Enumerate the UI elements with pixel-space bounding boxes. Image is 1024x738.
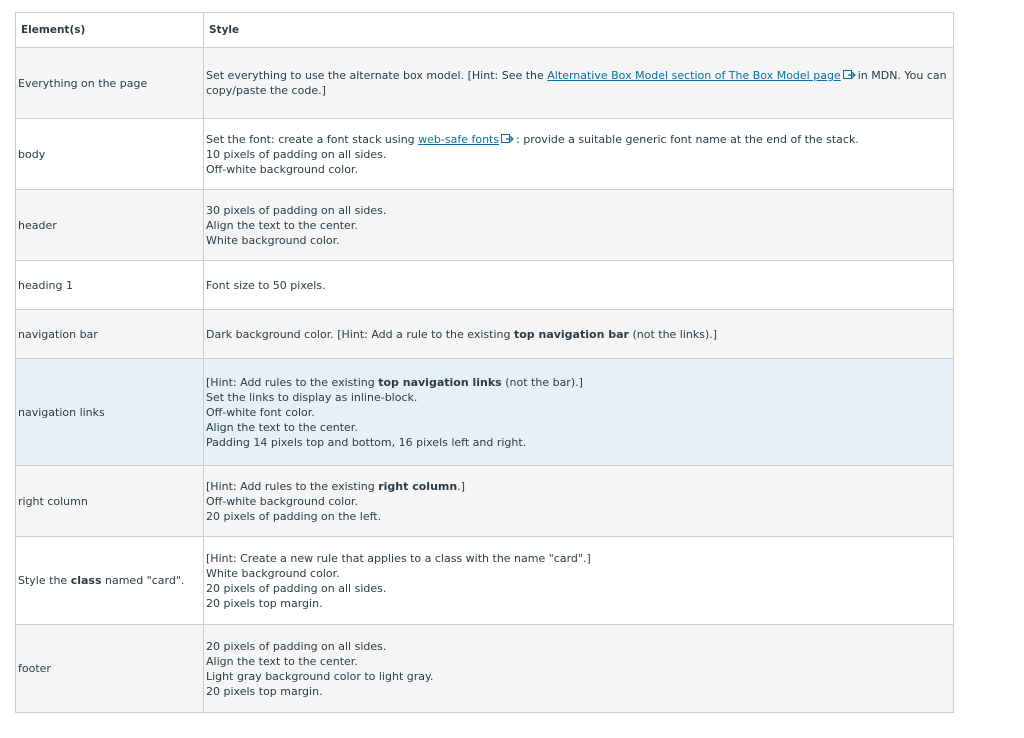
style-bold-text: right column bbox=[378, 479, 458, 493]
element-cell: footer bbox=[16, 625, 204, 713]
style-cell bbox=[204, 537, 954, 625]
external-link-icon[interactable] bbox=[843, 69, 856, 80]
style-line: Off-white background color. bbox=[206, 494, 358, 508]
table-row bbox=[16, 190, 954, 261]
css-rules-table bbox=[15, 12, 954, 713]
style-line bbox=[206, 375, 948, 390]
style-line: 20 pixels of padding on all sides. bbox=[206, 639, 387, 653]
element-cell: header bbox=[16, 190, 204, 261]
style-text: Set everything to use the alternate box model. [Hint: See the bbox=[206, 69, 548, 82]
style-cell bbox=[204, 310, 954, 359]
style-line: White background color. bbox=[206, 233, 340, 247]
style-line: Padding 14 pixels top and bottom, 16 pixels left and right. bbox=[206, 435, 527, 449]
style-text: in MDN. You can bbox=[857, 69, 947, 82]
table-header-row bbox=[16, 13, 954, 48]
style-line: Set the links to display as inline-block. bbox=[206, 390, 418, 404]
web-safe-fonts-link[interactable]: web-safe fonts bbox=[418, 132, 500, 146]
table-row bbox=[16, 310, 954, 359]
style-cell bbox=[204, 119, 954, 190]
style-line bbox=[206, 479, 948, 494]
style-text: [Hint: Add rules to the existing bbox=[206, 375, 379, 389]
table-row bbox=[16, 48, 954, 119]
element-text: named "card". bbox=[101, 574, 185, 587]
style-line: 20 pixels of padding on all sides. bbox=[206, 581, 387, 595]
box-model-link[interactable]: Alternative Box Model section of The Box Model page bbox=[547, 69, 841, 82]
style-text: : provide a suitable generic font name at the end of the stack. bbox=[516, 132, 859, 146]
style-line: 30 pixels of padding on all sides. bbox=[206, 203, 387, 217]
table-row bbox=[16, 261, 954, 310]
style-line: 20 pixels top margin. bbox=[206, 684, 323, 698]
element-cell: body bbox=[16, 119, 204, 190]
style-bold-text: top navigation links bbox=[378, 375, 502, 389]
header-style: Style bbox=[204, 13, 954, 48]
element-cell: navigation links bbox=[16, 359, 204, 466]
element-bold-text: class bbox=[70, 574, 102, 587]
external-link-icon[interactable] bbox=[501, 133, 514, 144]
style-line bbox=[206, 68, 948, 83]
style-cell bbox=[204, 48, 954, 119]
style-line: 10 pixels of padding on all sides. bbox=[206, 147, 387, 161]
style-line: Align the text to the center. bbox=[206, 654, 358, 668]
style-line: 20 pixels of padding on the left. bbox=[206, 509, 382, 523]
element-cell bbox=[16, 537, 204, 625]
table-row bbox=[16, 537, 954, 625]
style-cell bbox=[204, 261, 954, 310]
style-cell bbox=[204, 466, 954, 537]
style-line: Off-white font color. bbox=[206, 405, 315, 419]
style-line: Off-white background color. bbox=[206, 162, 358, 176]
element-cell: navigation bar bbox=[16, 310, 204, 359]
header-elements: Element(s) bbox=[16, 13, 204, 48]
style-line: 20 pixels top margin. bbox=[206, 596, 323, 610]
style-cell bbox=[204, 359, 954, 466]
table-row bbox=[16, 625, 954, 713]
element-cell: right column bbox=[16, 466, 204, 537]
style-line: [Hint: Create a new rule that applies to a class with the name "card".] bbox=[206, 551, 591, 565]
table-row bbox=[16, 359, 954, 466]
style-text: [Hint: Add rules to the existing bbox=[206, 479, 379, 493]
style-text: (not the links).] bbox=[628, 327, 718, 341]
element-cell: heading 1 bbox=[16, 261, 204, 310]
style-line bbox=[206, 327, 948, 342]
style-text: Set the font: create a font stack using bbox=[206, 132, 419, 146]
style-line: Align the text to the center. bbox=[206, 420, 358, 434]
style-line bbox=[206, 132, 948, 147]
style-bold-text: top navigation bar bbox=[513, 327, 629, 341]
style-text: .] bbox=[457, 479, 465, 493]
element-cell: Everything on the page bbox=[16, 48, 204, 119]
style-line: Align the text to the center. bbox=[206, 218, 358, 232]
style-line: Font size to 50 pixels. bbox=[206, 278, 326, 292]
table-row bbox=[16, 119, 954, 190]
table-row bbox=[16, 466, 954, 537]
style-cell bbox=[204, 625, 954, 713]
style-text: Dark background color. [Hint: Add a rule to the existing bbox=[206, 327, 514, 341]
style-line: copy/paste the code.] bbox=[206, 84, 326, 97]
style-text: (not the bar).] bbox=[501, 375, 583, 389]
style-cell bbox=[204, 190, 954, 261]
style-line: Light gray background color to light gray. bbox=[206, 669, 434, 683]
style-line: White background color. bbox=[206, 566, 340, 580]
element-text: Style the bbox=[18, 574, 71, 587]
